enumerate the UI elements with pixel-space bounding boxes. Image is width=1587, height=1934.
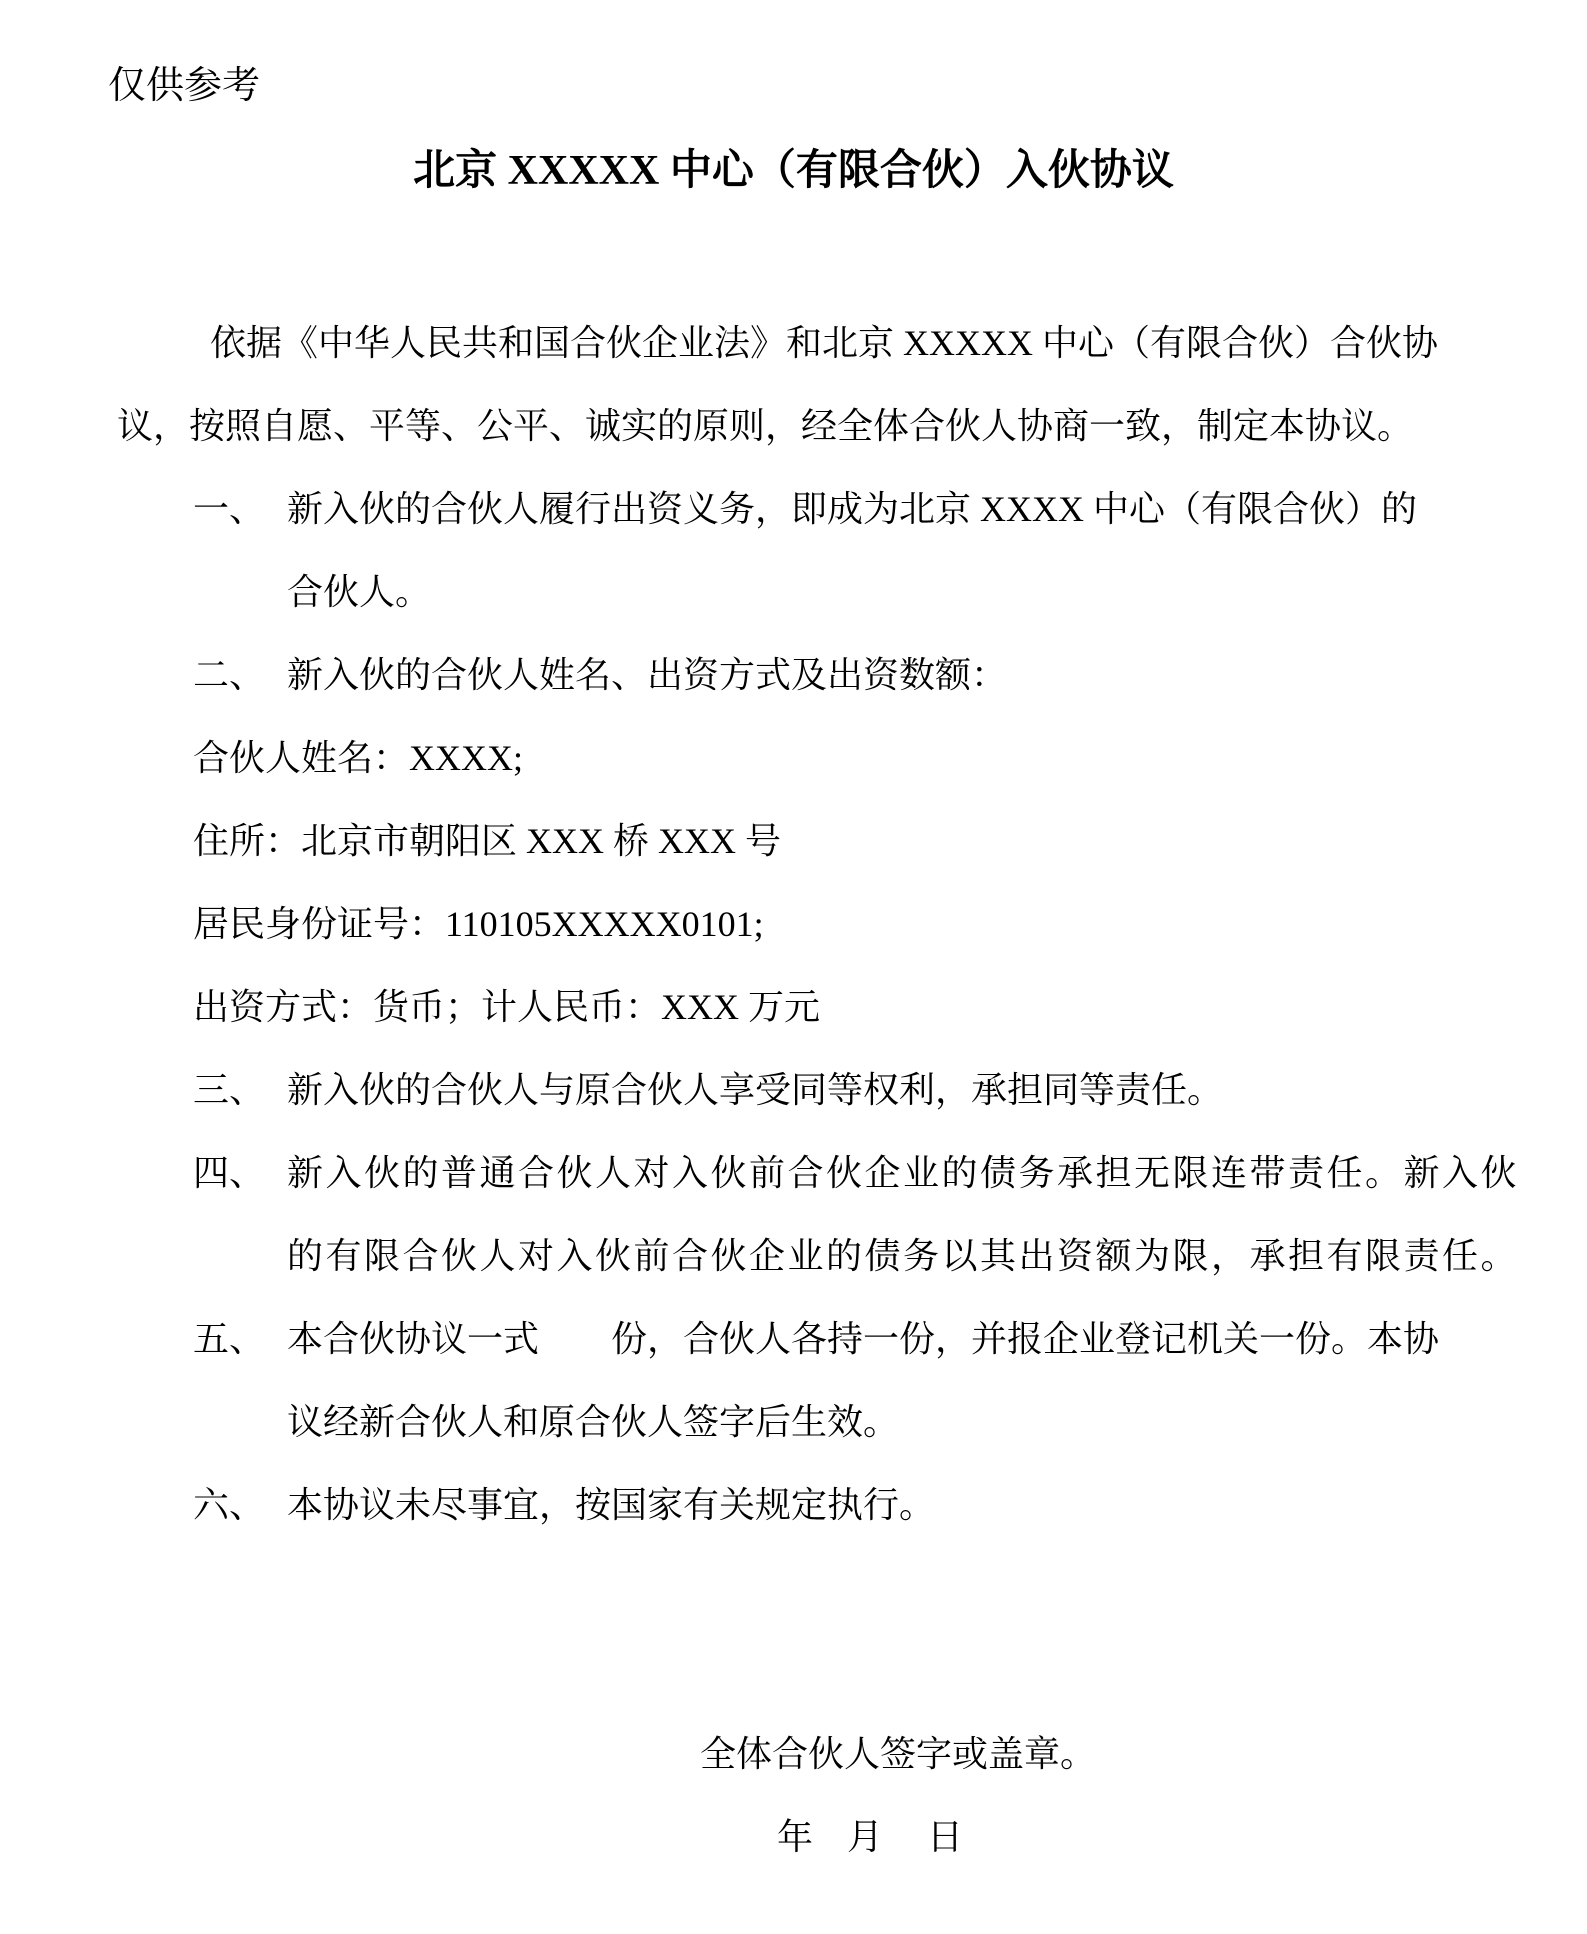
date-day-label: 日 xyxy=(927,1817,964,1857)
partner-id-number-line: 居民身份证号：110105XXXXX0101; xyxy=(193,904,764,944)
clause-5-text: 本合伙协议一式 份，合伙人各持一份，并报企业登记机关一份。本协 xyxy=(287,1319,1440,1359)
clause-6-text: 本协议未尽事宜，按国家有关规定执行。 xyxy=(287,1485,936,1525)
date-year-label: 年 xyxy=(777,1817,814,1857)
clause-2-text: 新入伙的合伙人姓名、出资方式及出资数额： xyxy=(287,655,1008,695)
clause-2-number: 二、 xyxy=(193,655,266,695)
clause-5-number: 五、 xyxy=(193,1319,266,1359)
clause-1-number: 一、 xyxy=(193,489,266,529)
clause-4-continuation: 的有限合伙人对入伙前合伙企业的债务以其出资额为限，承担有限责任。 xyxy=(287,1236,1520,1276)
clause-6-number: 六、 xyxy=(193,1485,266,1525)
document-title: 北京 XXXXX 中心（有限合伙）入伙协议 xyxy=(413,148,1174,194)
clause-4-number: 四、 xyxy=(193,1153,266,1193)
clause-1-text: 新入伙的合伙人履行出资义务，即成为北京 XXXX 中心（有限合伙）的 xyxy=(287,489,1417,529)
partner-name-line: 合伙人姓名：XXXX; xyxy=(193,738,523,778)
partner-contribution-line: 出资方式：货币；计人民币：XXX 万元 xyxy=(193,987,820,1027)
signature-instruction: 全体合伙人签字或盖章。 xyxy=(700,1734,1097,1774)
clause-3-text: 新入伙的合伙人与原合伙人享受同等权利，承担同等责任。 xyxy=(287,1070,1224,1110)
clause-1-continuation: 合伙人。 xyxy=(287,572,432,612)
intro-line-1: 依据《中华人民共和国合伙企业法》和北京 XXXXX 中心（有限合伙）合伙协 xyxy=(210,323,1438,363)
watermark-reference-note: 仅供参考 xyxy=(108,65,261,107)
intro-line-2: 议，按照自愿、平等、公平、诚实的原则，经全体合伙人协商一致，制定本协议。 xyxy=(117,406,1414,446)
clause-4-text: 新入伙的普通合伙人对入伙前合伙企业的债务承担无限连带责任。新入伙 xyxy=(287,1153,1520,1193)
clause-3-number: 三、 xyxy=(193,1070,266,1110)
clause-5-continuation: 议经新合伙人和原合伙人签字后生效。 xyxy=(287,1402,900,1442)
date-month-label: 月 xyxy=(847,1817,884,1857)
partner-address-line: 住所：北京市朝阳区 XXX 桥 XXX 号 xyxy=(193,821,781,861)
